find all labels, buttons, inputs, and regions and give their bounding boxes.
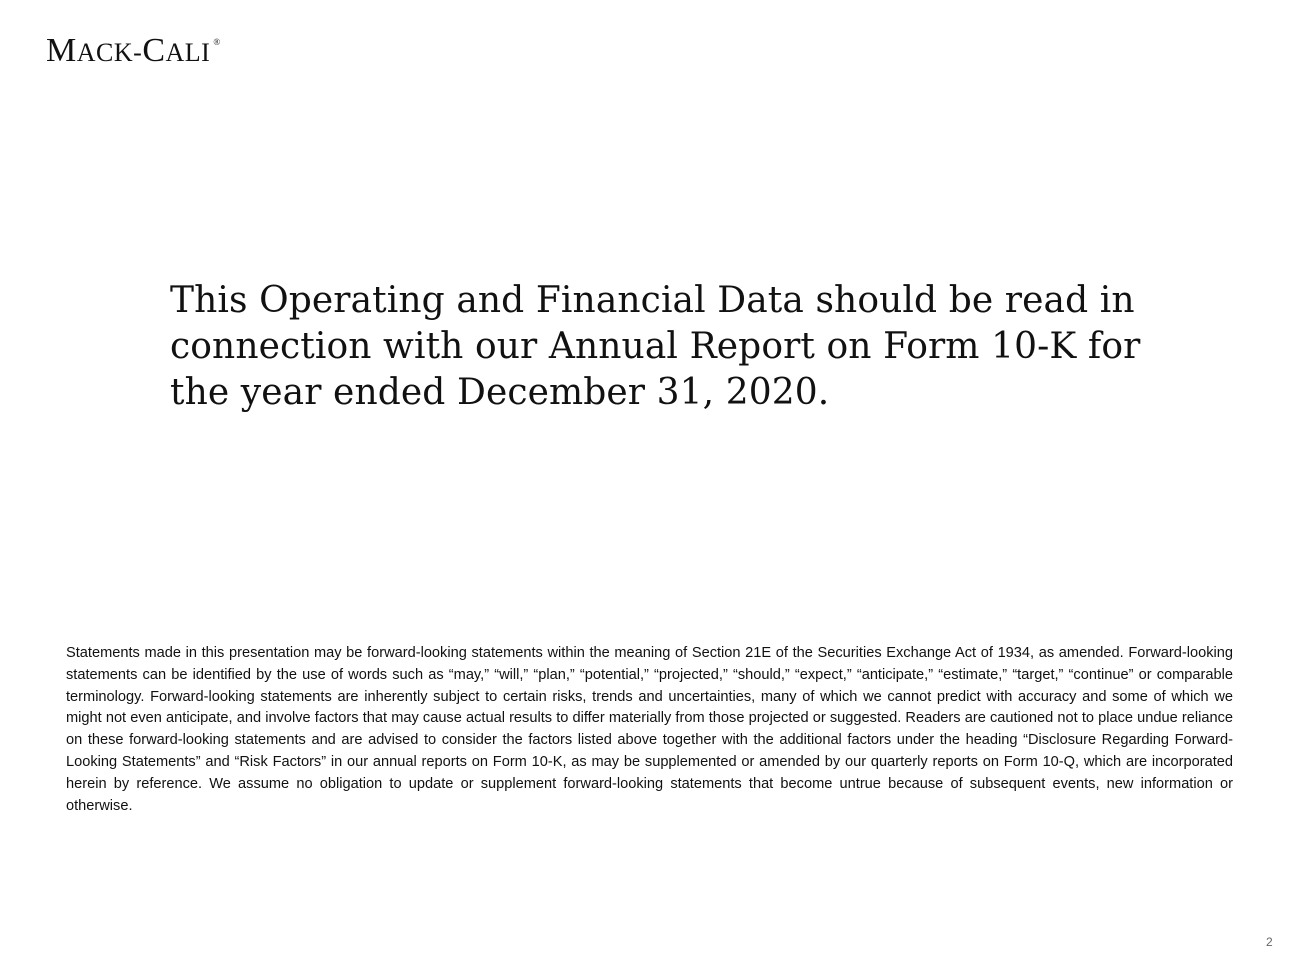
- registered-trademark-icon: ®: [213, 37, 221, 47]
- logo-letter: C: [142, 32, 166, 69]
- logo-letters: ACK: [76, 38, 134, 67]
- headline: [170, 278, 1150, 416]
- headline-line: This Operating and Financial Data should be read in: [170, 280, 1135, 321]
- logo-dash: -: [133, 38, 143, 67]
- headline-line: connection with our Annual Report on Form 10-K for: [170, 326, 1141, 367]
- logo-letter: M: [46, 32, 77, 69]
- forward-looking-disclaimer: Statements made in this presentation may be forward-looking statements within the meaning of Section 21E of the Securities Exchange Act of 1934, as amended. Forward-looking statements can be identified by the use of words such as “may,” “will,” “plan,” “potential,” “projected,” “should,” “expect,” “anticipate,” “estimate,” “target,” “continue” or comparable terminology. Forward-looking statements are inherently subject to certain risks, trends and uncertainties, many of which we cannot predict with accuracy and some of which we might not even anticipate, and involve factors that may cause actual results to differ materially from those projected or suggested. Readers are cautioned not to place undue reliance on these forward-looking statements and are advised to consider the factors listed above together with the additional factors under the heading “Disclosure Regarding Forward-Looking Statements” and “Risk Factors” in our annual reports on Form 10-K, as may be supplemented or amended by our quarterly reports on Form 10-Q, which are incorporated herein by reference. We assume no obligation to update or supplement forward-looking statements that become untrue because of subsequent events, new information or otherwise.: [66, 645, 1233, 814]
- logo-letters: ALI: [165, 38, 211, 67]
- company-logo: [46, 34, 221, 68]
- page-number: 2: [1266, 935, 1273, 949]
- headline-line: the year ended December 31, 2020.: [170, 372, 830, 413]
